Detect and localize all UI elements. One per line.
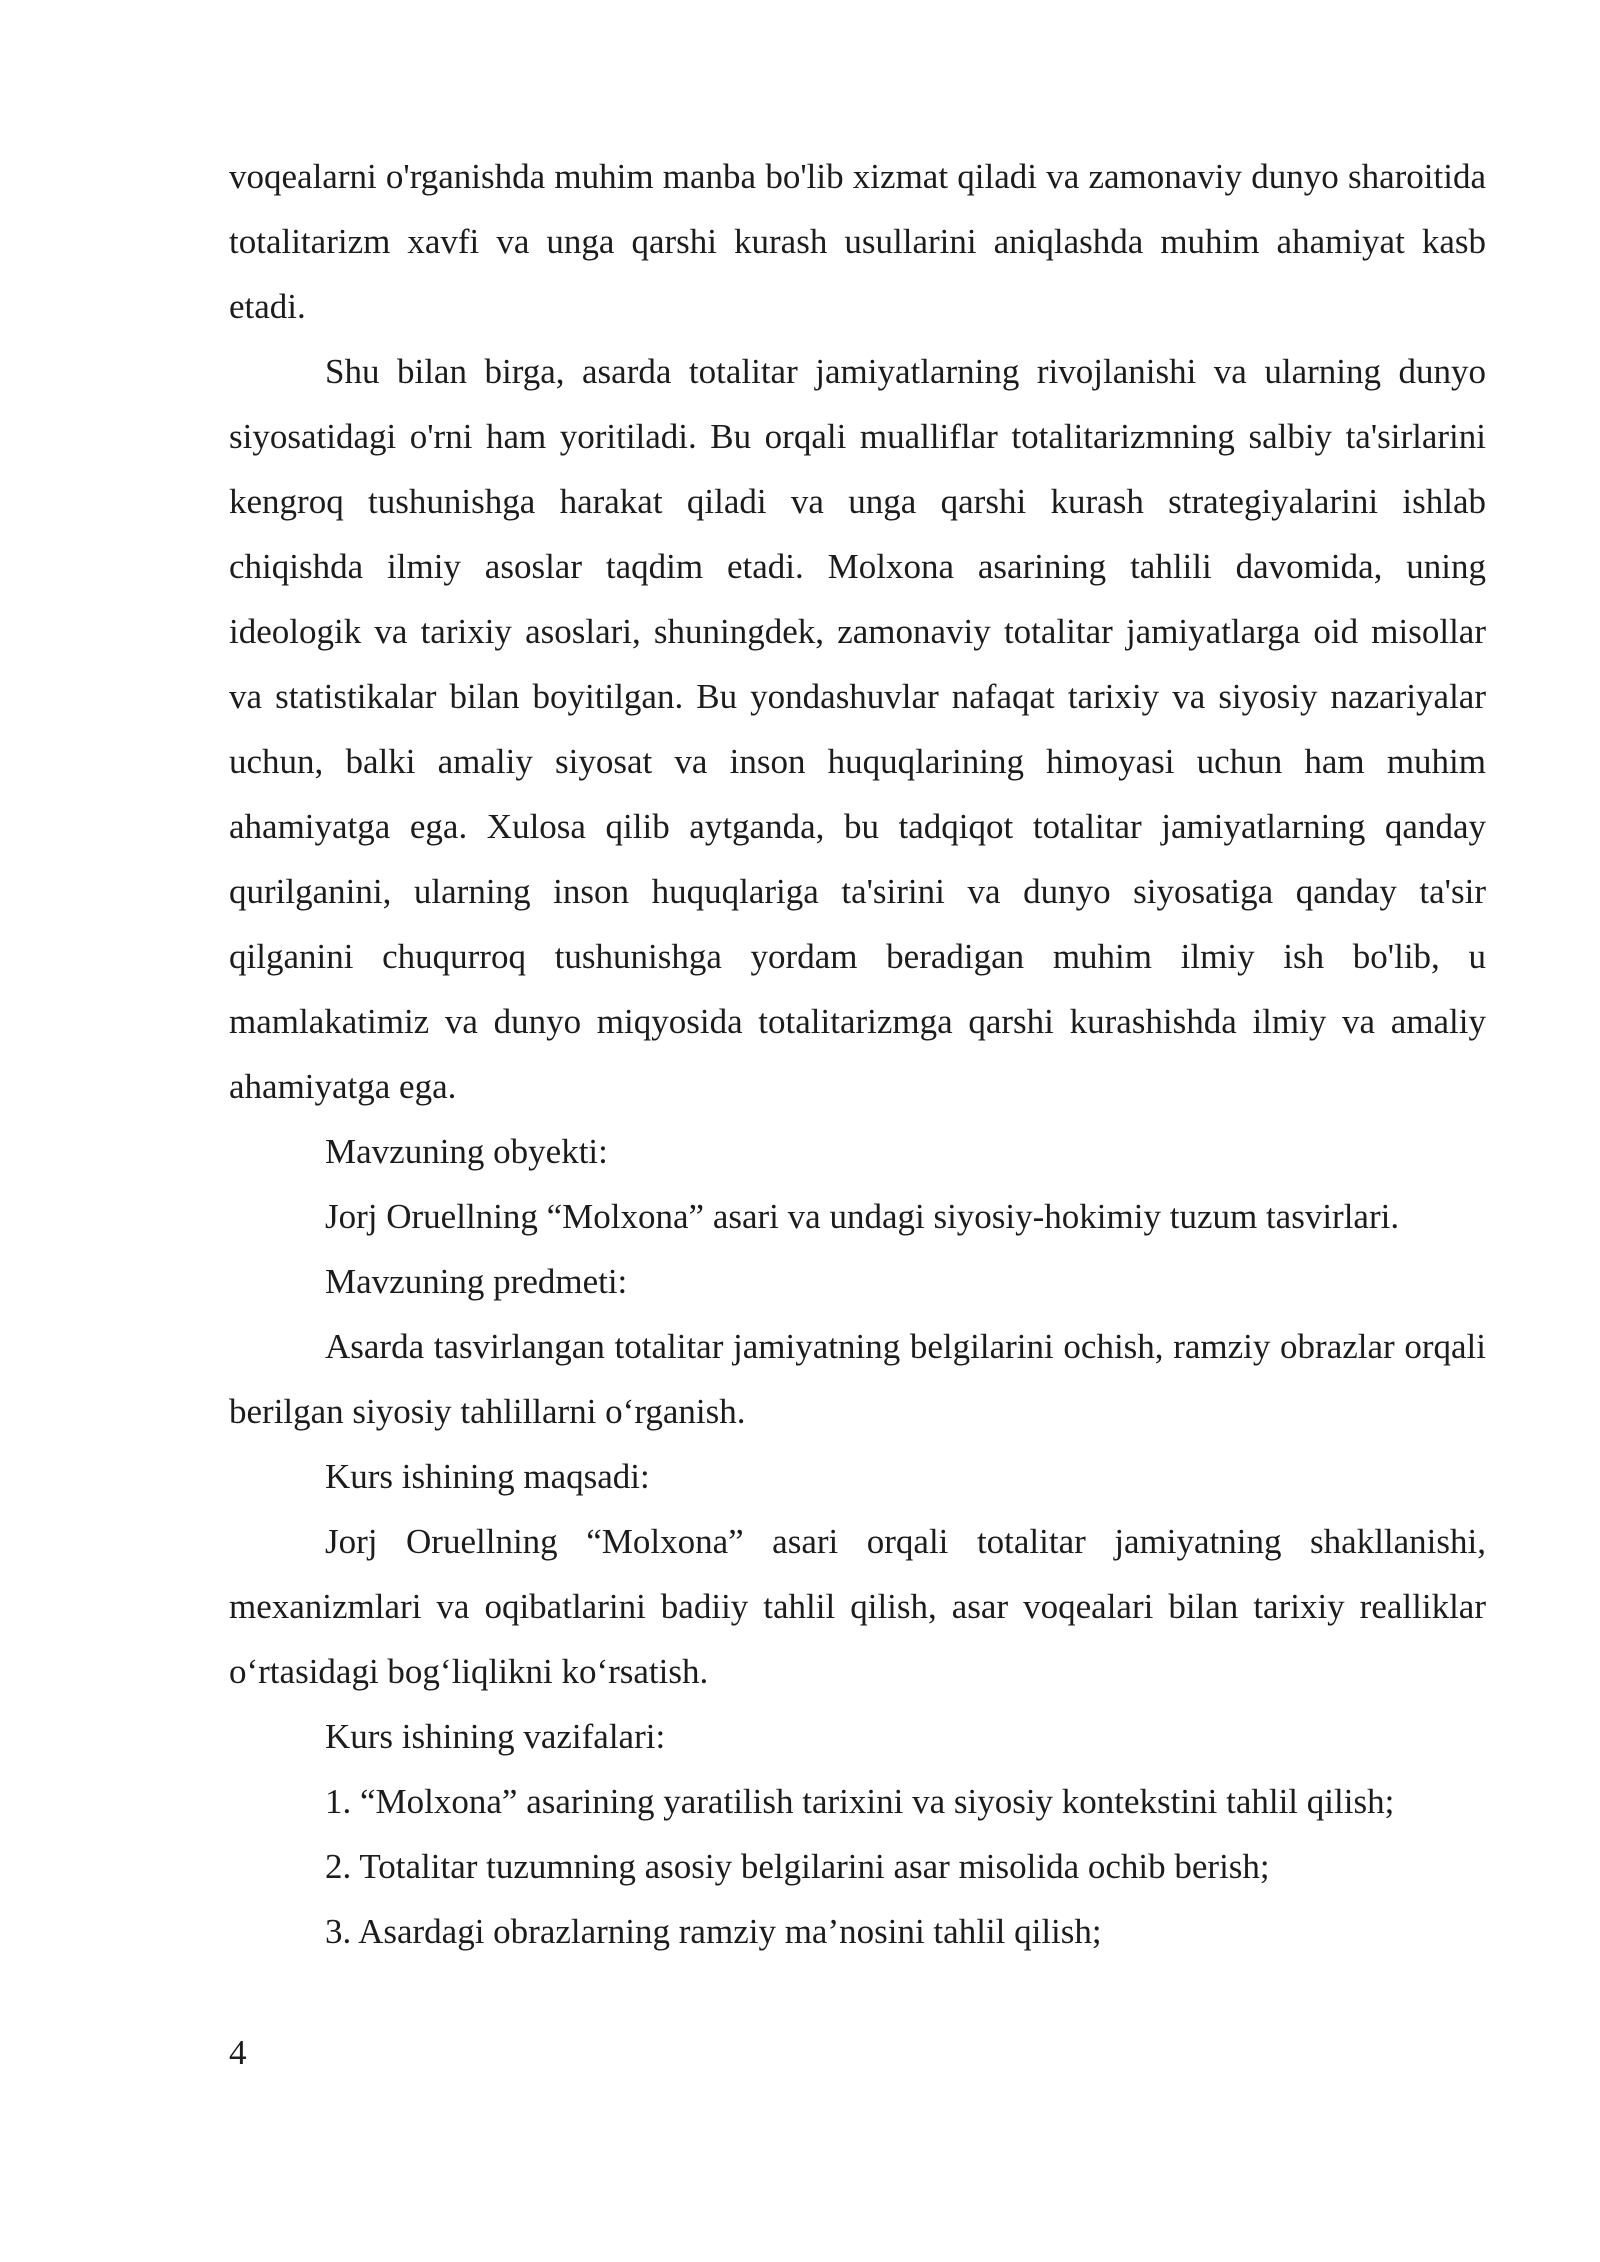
paragraph-object: Jorj Oruellning “Molxona” asari va undagi siyosiy-hokimiy tuzum tasvirlari. xyxy=(325,1197,1400,1236)
heading-tasks: Kurs ishining vazifalari: xyxy=(325,1717,666,1756)
heading-object: Mavzuning obyekti: xyxy=(325,1132,608,1171)
page-number: 4 xyxy=(229,2033,247,2072)
paragraph-main: Shu bilan birga, asarda totalitar jamiyatlarning rivojlanishi va ularning dunyo siyosatidagi o'rni ham yoritiladi. Bu orqali mualliflar totalitarizmning salbiy ta'sirlarini kengroq tushunishga harakat qiladi va unga qarshi kurash strategiyalarini ishlab chiqishda ilmiy asoslar taqdim etadi. Molxona asarining tahlili davomida, uning ideologik va tarixiy asoslari, shuningdek, zamonaviy totalitar jamiyatlarga oid misollar va statistikalar bilan boyitilgan. Bu yondashuvlar nafaqat tarixiy va siyosiy nazariyalar uchun, balki amaliy siyosat va inson huquqlarining himoyasi uchun ham muhim ahamiyatga ega. Xulosa qilib aytganda, bu tadqiqot totalitar jamiyatlarning qanday qurilganini, ularning inson huquqlariga ta'sirini va dunyo siyosatiga qanday ta'sir qilganini chuqurroq tushunishga yordam beradigan muhim ilmiy ish bo'lib, u mamlakatimiz va dunyo miqyosida totalitarizmga qarshi kurashishda ilmiy va amaliy ahamiyatga ega. xyxy=(229,352,1486,1106)
task-item-2: 2. Totalitar tuzumning asosiy belgilarini asar misolida ochib berish; xyxy=(325,1847,1270,1886)
heading-goal: Kurs ishining maqsadi: xyxy=(325,1457,650,1496)
document-page xyxy=(229,144,1486,1964)
heading-subject: Mavzuning predmeti: xyxy=(325,1262,628,1301)
paragraph-goal: Jorj Oruellning “Molxona” asari orqali totalitar jamiyatning shakllanishi, mexanizmlari va oqibatlarini badiiy tahlil qilish, asar voqealari bilan tarixiy realliklar o‘rtasidagi bog‘liqlikni ko‘rsatish. xyxy=(229,1522,1486,1691)
paragraph-subject: Asarda tasvirlangan totalitar jamiyatning belgilarini ochish, ramziy obrazlar orqali berilgan siyosiy tahlillarni o‘rganish. xyxy=(229,1327,1486,1431)
task-item-3: 3. Asardagi obrazlarning ramziy ma’nosini tahlil qilish; xyxy=(325,1912,1102,1951)
paragraph-continuation: voqealarni o'rganishda muhim manba bo'lib xizmat qiladi va zamonaviy dunyo sharoitida totalitarizm xavfi va unga qarshi kurash usullarini aniqlashda muhim ahamiyat kasb etadi. xyxy=(229,157,1486,326)
task-item-1: 1. “Molxona” asarining yaratilish tarixini va siyosiy kontekstini tahlil qilish; xyxy=(325,1782,1395,1821)
